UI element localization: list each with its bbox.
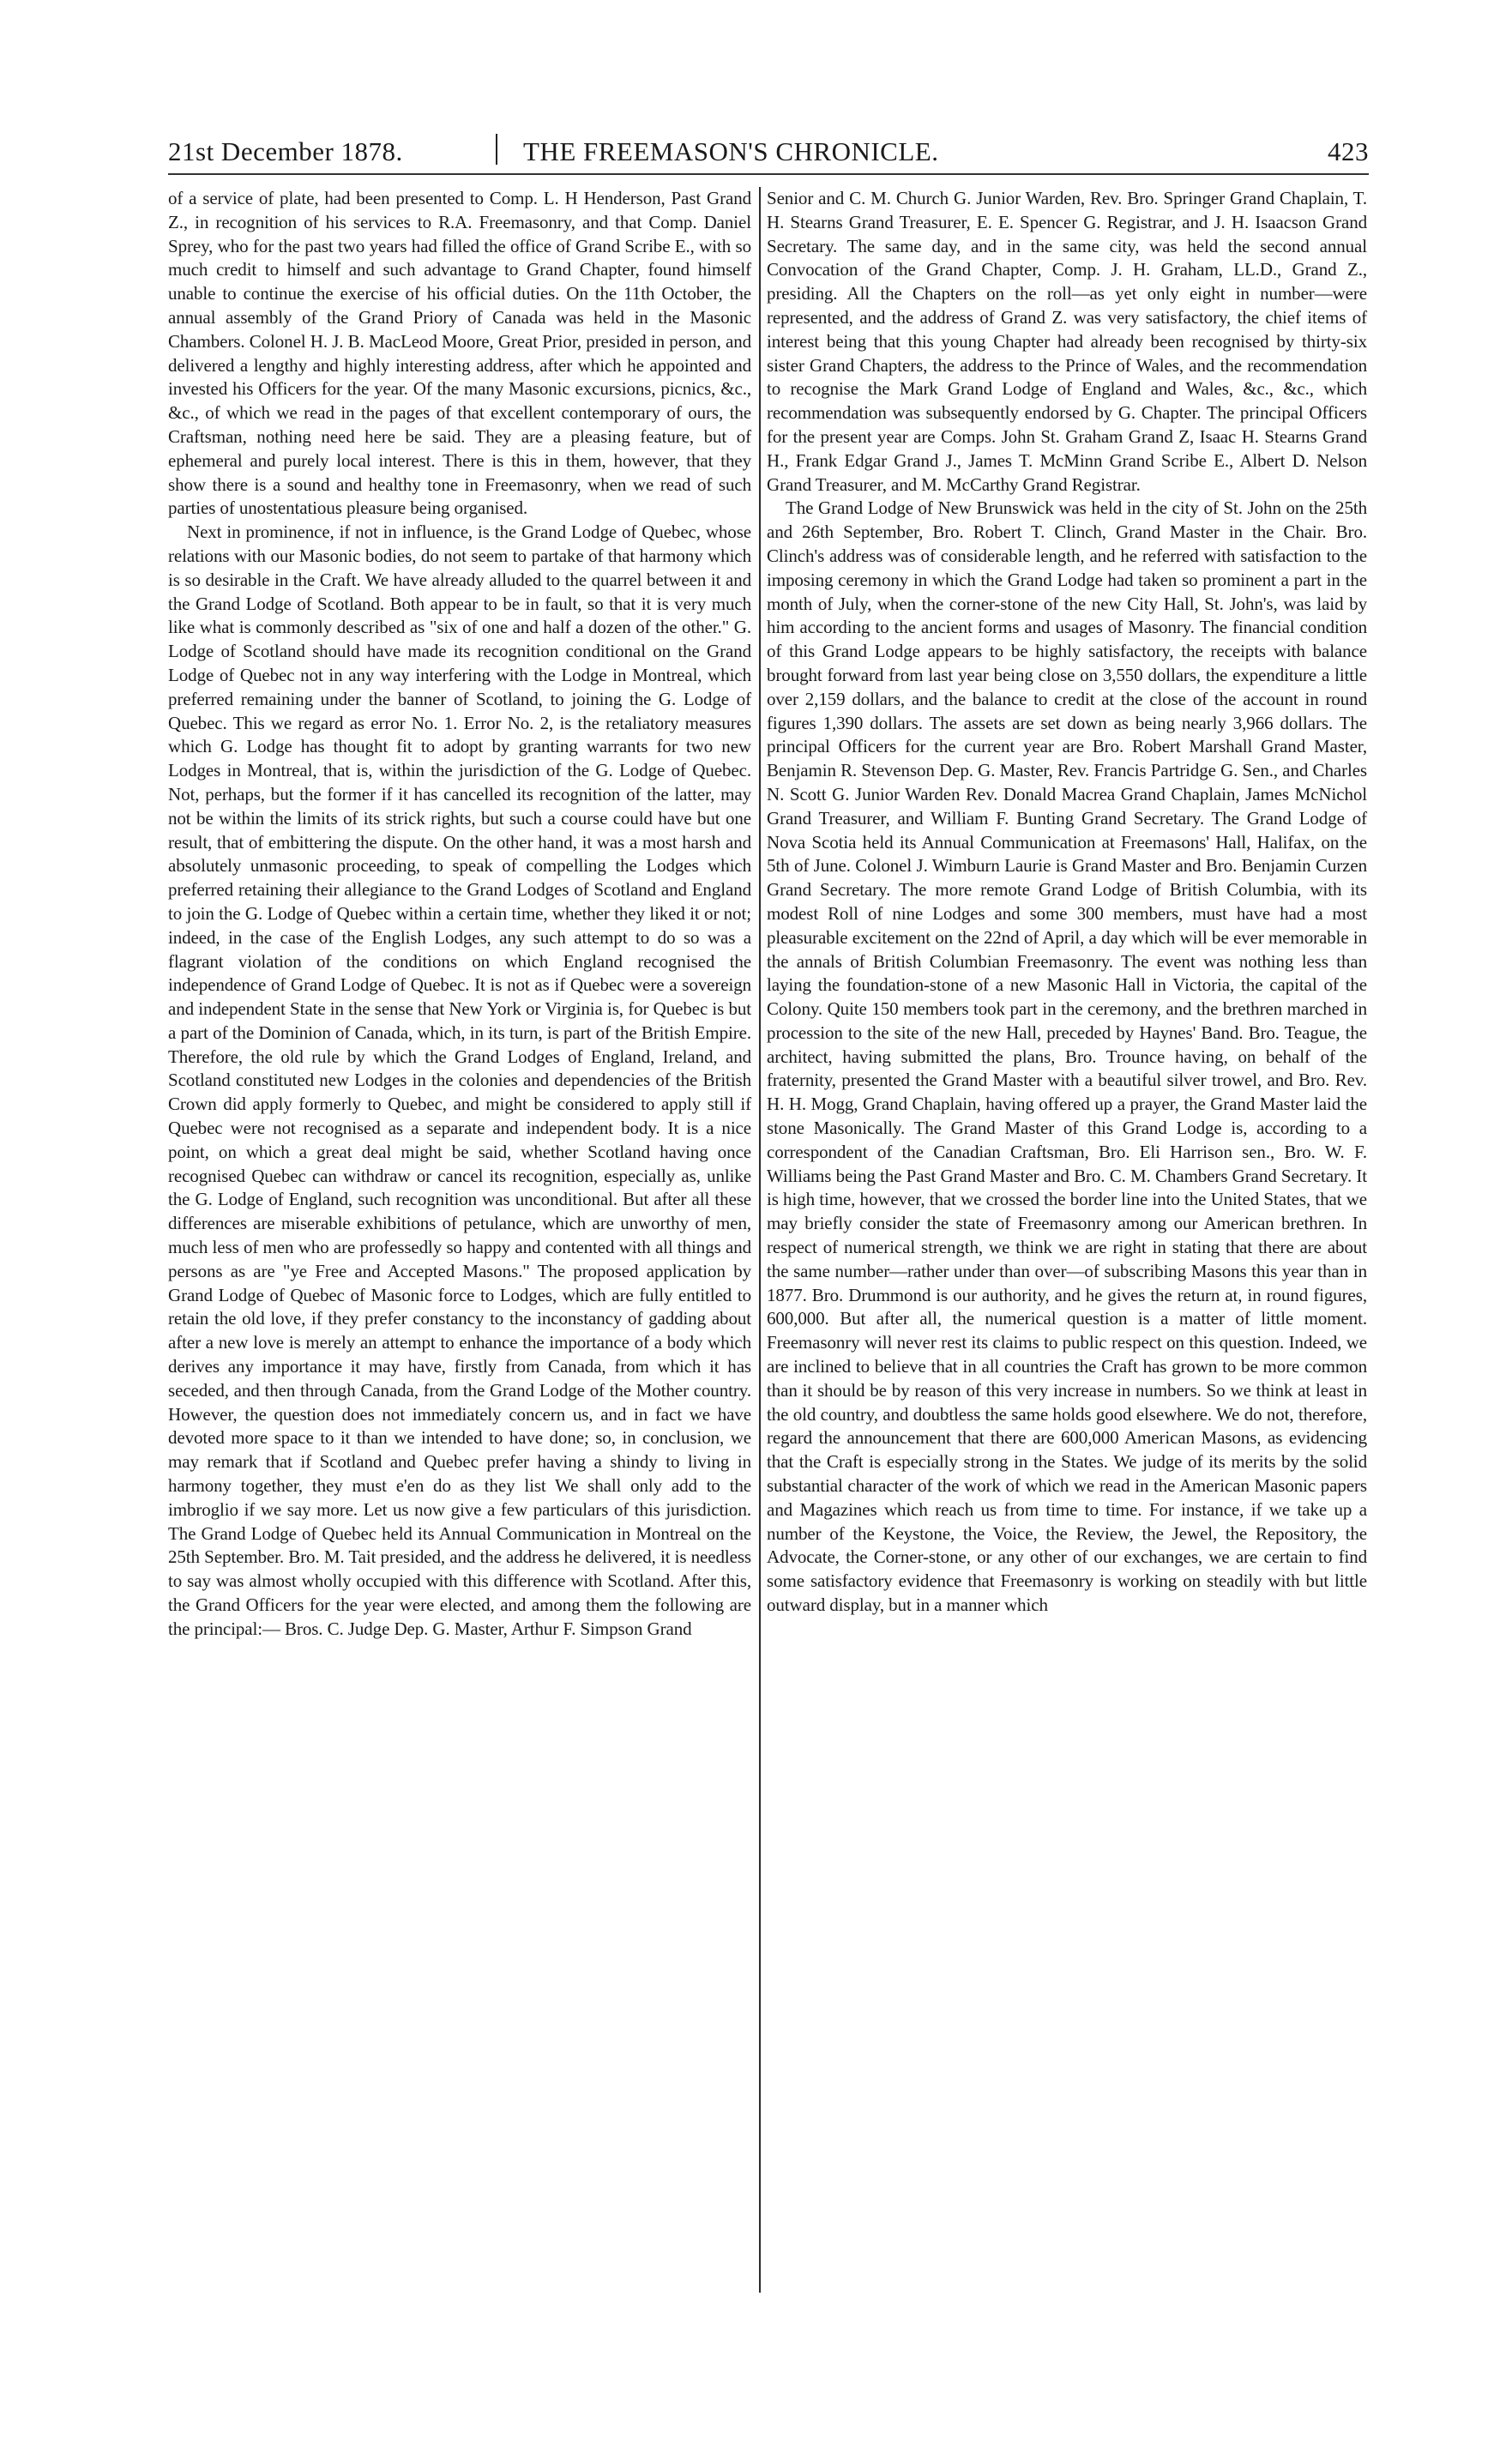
left-paragraph-2: Next in prominence, if not in influence, is the Grand Lodge of Quebec, whose relations with our Masonic bodies, do not seem to partake of that harmony which is so desirable in the Craft. We have already alluded to the quarrel between it and the Grand Lodge of Scotland. Both appear to be in fault, so that it is very much like what is commonly described as "six of one and half a dozen of the other." G. Lodge of Scotland should have made its recognition conditional on the Grand Lodge of Quebec not in any way interfering with the Lodge in Montreal, which preferred remaining under the banner of Scotland, to joining the G. Lodge of Quebec. This we regard as error No. 1. Error No. 2, is the retaliatory measures which G. Lodge has thought fit to adopt by granting warrants for two new Lodges in Montreal, that is, within the jurisdiction of the G. Lodge of Quebec. Not, perhaps, but the former if it has cancelled its recognition of the latter, may not be within the limits of its strick rights, but such a course could have but one result, that of embittering the dispute. On the other hand, it was a most harsh and absolutely unmasonic proceeding, to speak of compelling the Lodges which preferred retaining their allegiance to the Grand Lodges of Scotland and England to join the G. Lodge of Quebec within a certain time, whether they liked it or not; indeed, in the case of the English Lodges, any such attempt to do so was a flagrant violation of the conditions on which England recognised the independence of Grand Lodge of Quebec. It is not as if Quebec were a sovereign and independent State in the sense that New York or Virginia is, for Quebec is but a part of the Dominion of Canada, which, in its turn, is part of the British Empire. Therefore, the old rule by which the Grand Lodges of England, Ireland, and Scotland constituted new Lodges in the colonies and dependencies of the British Crown did apply formerly to Quebec, and might be considered to apply still if Quebec were not recognised as a separate and independent body. It is a nice point, on which a great deal might be said, whether Scotland having once recognised Quebec can withdraw or cancel its recognition, especially as, unlike the G. Lodge of England, such recognition was unconditional. But after all these differences are miserable exhibitions of petulance, which are unworthy of men, much less of men who are professedly so happy and contented with all things and persons as are "ye Free and Accepted Masons." The proposed application by Grand Lodge of Quebec of Masonic force to Lodges, which are fully entitled to retain the old love, if they prefer constancy to the inconstancy of gadding about after a new love is merely an attempt to enhance the importance of a body which derives any importance it may have, firstly from Canada, from which it has seceded, and then through Canada, from the Grand Lodge of the Mother country. However, the question does not immediately concern us, and in fact we have devoted more space to it than we intended to have done; so, in conclusion, we may remark that if Scotland and Quebec prefer having a shindy to living in harmony together, they must e'en do as they list We shall only add to the imbroglio if we say more. Let us now give a few particulars of this jurisdiction. The Grand Lodge of Quebec held its Annual Communication in Montreal on the 25th September. Bro. M. Tait presided, and the address he delivered, it is needless to say was almost wholly occupied with this difference with Scotland. After this, the Grand Officers for the year were elected, and among them the following are the principal:— Bros. C. Judge Dep. G. Master, Arthur F. Simpson Grand [168,521,751,1639]
page-number: 423 [1328,136,1369,166]
page-header [168,127,1369,172]
header-separator [496,134,497,165]
header-rule [168,173,1369,175]
right-column [767,187,1367,1618]
left-column [168,187,751,1642]
column-divider [759,187,761,2293]
right-paragraph-1: Senior and C. M. Church G. Junior Warden, Rev. Bro. Springer Grand Chaplain, T. H. Stearns Grand Treasurer, E. E. Spencer G. Registrar, and J. H. Isaacson Grand Secretary. The same day, and in the same city, was held the second annual Convocation of the Grand Chapter, Comp. J. H. Graham, LL.D., Grand Z., presiding. All the Chapters on the roll—as yet only eight in number—were represented, and the address of Grand Z. was very satisfactory, the chief items of interest being that this young Chapter had already been recognised by thirty-six sister Grand Chapters, the address to the Prince of Wales, and the recommendation to recognise the Mark Grand Lodge of England and Wales, &c., &c., which recommendation was subsequently endorsed by G. Chapter. The principal Officers for the present year are Comps. John St. Graham Grand Z, Isaac H. Stearns Grand H., Frank Edgar Grand J., James T. McMinn Grand Scribe E., Albert D. Nelson Grand Treasurer, and M. McCarthy Grand Registrar. [767,188,1367,495]
left-paragraph-1: of a service of plate, had been presented to Comp. L. H Henderson, Past Grand Z., in recognition of his services to R.A. Freemasonry, and that Comp. Daniel Sprey, who for the past two years had filled the office of Grand Scribe E., with so much credit to himself and such advantage to Grand Chapter, found himself unable to continue the exercise of his official duties. On the 11th October, the annual assembly of the Grand Priory of Canada was held in the Masonic Chambers. Colonel H. J. B. MacLeod Moore, Great Prior, presided in person, and delivered a lengthy and highly interesting address, after which he appointed and invested his Officers for the year. Of the many Masonic excursions, picnics, &c., &c., of which we read in the pages of that excellent contemporary of ours, the Craftsman, nothing need here be said. They are a pleasing feature, but of ephemeral and purely local interest. There is this in them, however, that they show there is a sound and healthy tone in Freemasonry, when we read of such parties of unostentatious pleasure being organised. [168,188,751,519]
header-date: 21st December 1878. [168,136,403,166]
publication-title: THE FREEMASON'S CHRONICLE. [523,136,939,166]
right-paragraph-2: The Grand Lodge of New Brunswick was held in the city of St. John on the 25th and 26th September, Bro. Robert T. Clinch, Grand Master in the Chair. Bro. Clinch's address was of considerable length, and he referred with satisfaction to the imposing ceremony in which the Grand Lodge had taken so prominent a part in the month of July, when the corner-stone of the new City Hall, St. John's, was laid by him according to the ancient forms and usages of Masonry. The financial condition of this Grand Lodge appears to be highly satisfactory, the receipts with balance brought forward from last year being close on 3,550 dollars, the expenditure a little over 2,159 dollars, and the balance to credit at the close of the account in round figures 1,390 dollars. The assets are set down as being nearly 3,966 dollars. The principal Officers for the current year are Bro. Robert Marshall Grand Master, Benjamin R. Stevenson Dep. G. Master, Rev. Francis Partridge G. Sen., and Charles N. Scott G. Junior Warden Rev. Donald Macrea Grand Chaplain, James McNichol Grand Treasurer, and William F. Bunting Grand Secretary. The Grand Lodge of Nova Scotia held its Annual Communication at Freemasons' Hall, Halifax, on the 5th of June. Colonel J. Wimburn Laurie is Grand Master and Bro. Benjamin Curzen Grand Secretary. The more remote Grand Lodge of British Columbia, with its modest Roll of nine Lodges and some 300 members, must have had a most pleasurable excitement on the 22nd of April, a day which will be ever memorable in the annals of British Columbian Freemasonry. The event was nothing less than laying the foundation-stone of a new Masonic Hall in Victoria, the capital of the Colony. Quite 150 members took part in the ceremony, and the brethren marched in procession to the site of the new Hall, preceded by Haynes' Band. Bro. Teague, the architect, having submitted the plans, Bro. Trounce having, on behalf of the fraternity, presented the Grand Master with a beautiful silver trowel, and Bro. Rev. H. H. Mogg, Grand Chaplain, having offered up a prayer, the Grand Master laid the stone Masonically. The Grand Master of this Grand Lodge is, according to a correspondent of the Canadian Craftsman, Bro. Eli Harrison sen., Bro. W. F. Williams being the Past Grand Master and Bro. C. M. Chambers Grand Secretary. It is high time, however, that we crossed the border line into the United States, that we may briefly consider the state of Freemasonry among our American brethren. In respect of numerical strength, we think we are right in stating that there are about the same number—rather under than over—of subscribing Masons this year than in 1877. Bro. Drummond is our authority, and he gives the return at, in round figures, 600,000. But after all, the numerical question is a matter of little moment. Freemasonry will never rest its claims to public respect on this question. Indeed, we are inclined to believe that in all countries the Craft has grown to be more common than it should be by reason of this very increase in numbers. So we think at least in the old country, and doubtless the same holds good elsewhere. We do not, therefore, regard the announcement that there are 600,000 American Masons, as evidencing that the Craft is especially strong in the States. We judge of its merits by the solid substantial character of the work of which we read in the American Masonic papers and Magazines which reach us from time to time. For instance, if we take up a number of the Keystone, the Voice, the Review, the Jewel, the Repository, the Advocate, the Corner-stone, or any other of our exchanges, we are certain to find some satisfactory evidence that Freemasonry is working on steadily with but little outward display, but in a manner which [767,497,1367,1616]
